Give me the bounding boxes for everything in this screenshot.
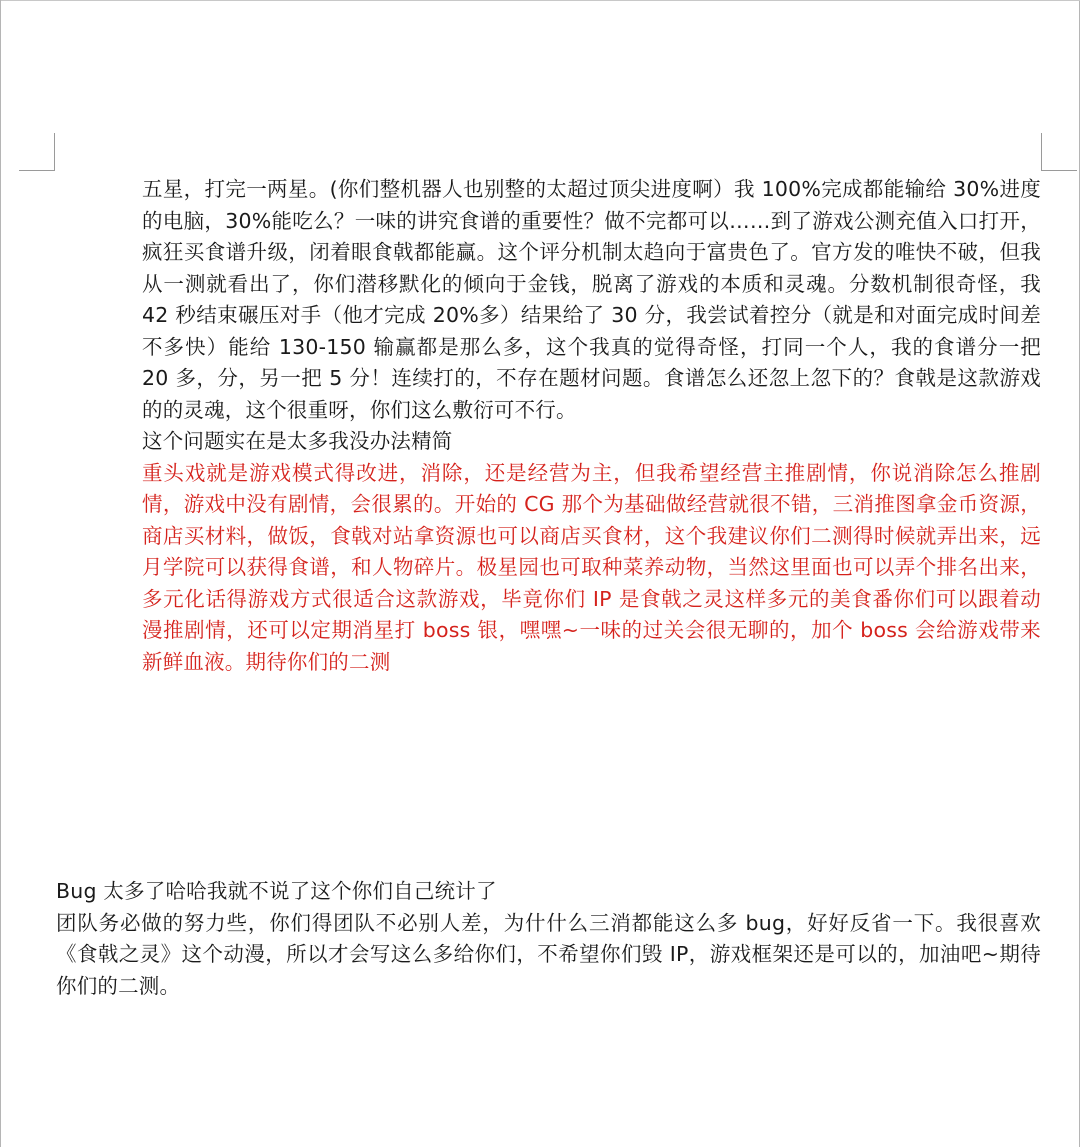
paragraph-too-many-issues: 这个问题实在是太多我没办法精简 bbox=[142, 429, 453, 453]
bottom-text-block bbox=[56, 876, 1041, 1002]
crop-mark-top-left-horizontal bbox=[19, 170, 55, 171]
paragraph-suggestions-red: 重头戏就是游戏模式得改进，消除，还是经营为主，但我希望经营主推剧情，你说消除怎么推剧情，游戏中没有剧情，会很累的。开始的 CG 那个为基础做经营就很不错，三消推图拿金币资源，商店买材料，做饭，食戟对站拿资源也可以商店买食材，这个我建议你们二测得时候就弄出来，远月学院可以获得食谱，和人物碎片。极星园也可取种菜养动物，当然这里面也可以弄个排名出来，多元化话得游戏方式很适合这款游戏，毕竟你们 IP 是食戟之灵这样多元的美食番你们可以跟着动漫推剧情，还可以定期消星打 boss 银，嘿嘿~一味的过关会很无聊的，加个 boss 会给游戏带来新鲜血液。期待你们的二测 bbox=[142, 460, 1041, 674]
crop-mark-top-right-horizontal bbox=[1041, 170, 1077, 171]
crop-mark-top-left-vertical bbox=[54, 133, 55, 171]
paragraph-review: 五星，打完一两星。(你们整机器人也别整的太超过顶尖进度啊）我 100%完成都能输给 30%进度的电脑，30%能吃么？一味的讲究食谱的重要性？做不完都可以……到了游戏公测充值入口打开，疯狂买食谱升级，闭着眼食戟都能赢。这个评分机制太趋向于富贵色了。官方发的唯快不破，但我从一测就看出了，你们潜移默化的倾向于金钱，脱离了游戏的本质和灵魂。分数机制很奇怪，我 42 秒结束碾压对手（他才完成 20%多）结果给了 30 分，我尝试着控分（就是和对面完成时间差不多快）能给 130-150 输赢都是那么多，这个我真的觉得奇怪，打同一个人，我的食谱分一把 20 多，分，另一把 5 分！连续打的，不存在题材问题。食谱怎么还忽上忽下的？食戟是这款游戏的的灵魂，这个很重呀，你们这么敷衍可不行。 bbox=[142, 177, 1041, 422]
crop-mark-top-right-vertical bbox=[1041, 133, 1042, 171]
paragraph-bugs: Bug 太多了哈哈我就不说了这个你们自己统计了 bbox=[56, 879, 497, 903]
page-top-edge bbox=[1, 0, 1080, 1]
main-text-block bbox=[142, 174, 1041, 678]
paragraph-closing: 团队务必做的努力些，你们得团队不必别人差，为什什么三消都能这么多 bug，好好反省一下。我很喜欢《食戟之灵》这个动漫，所以才会写这么多给你们，不希望你们毁 IP，游戏框架还是可以的，加油吧~期待你们的二测。 bbox=[56, 910, 1041, 998]
